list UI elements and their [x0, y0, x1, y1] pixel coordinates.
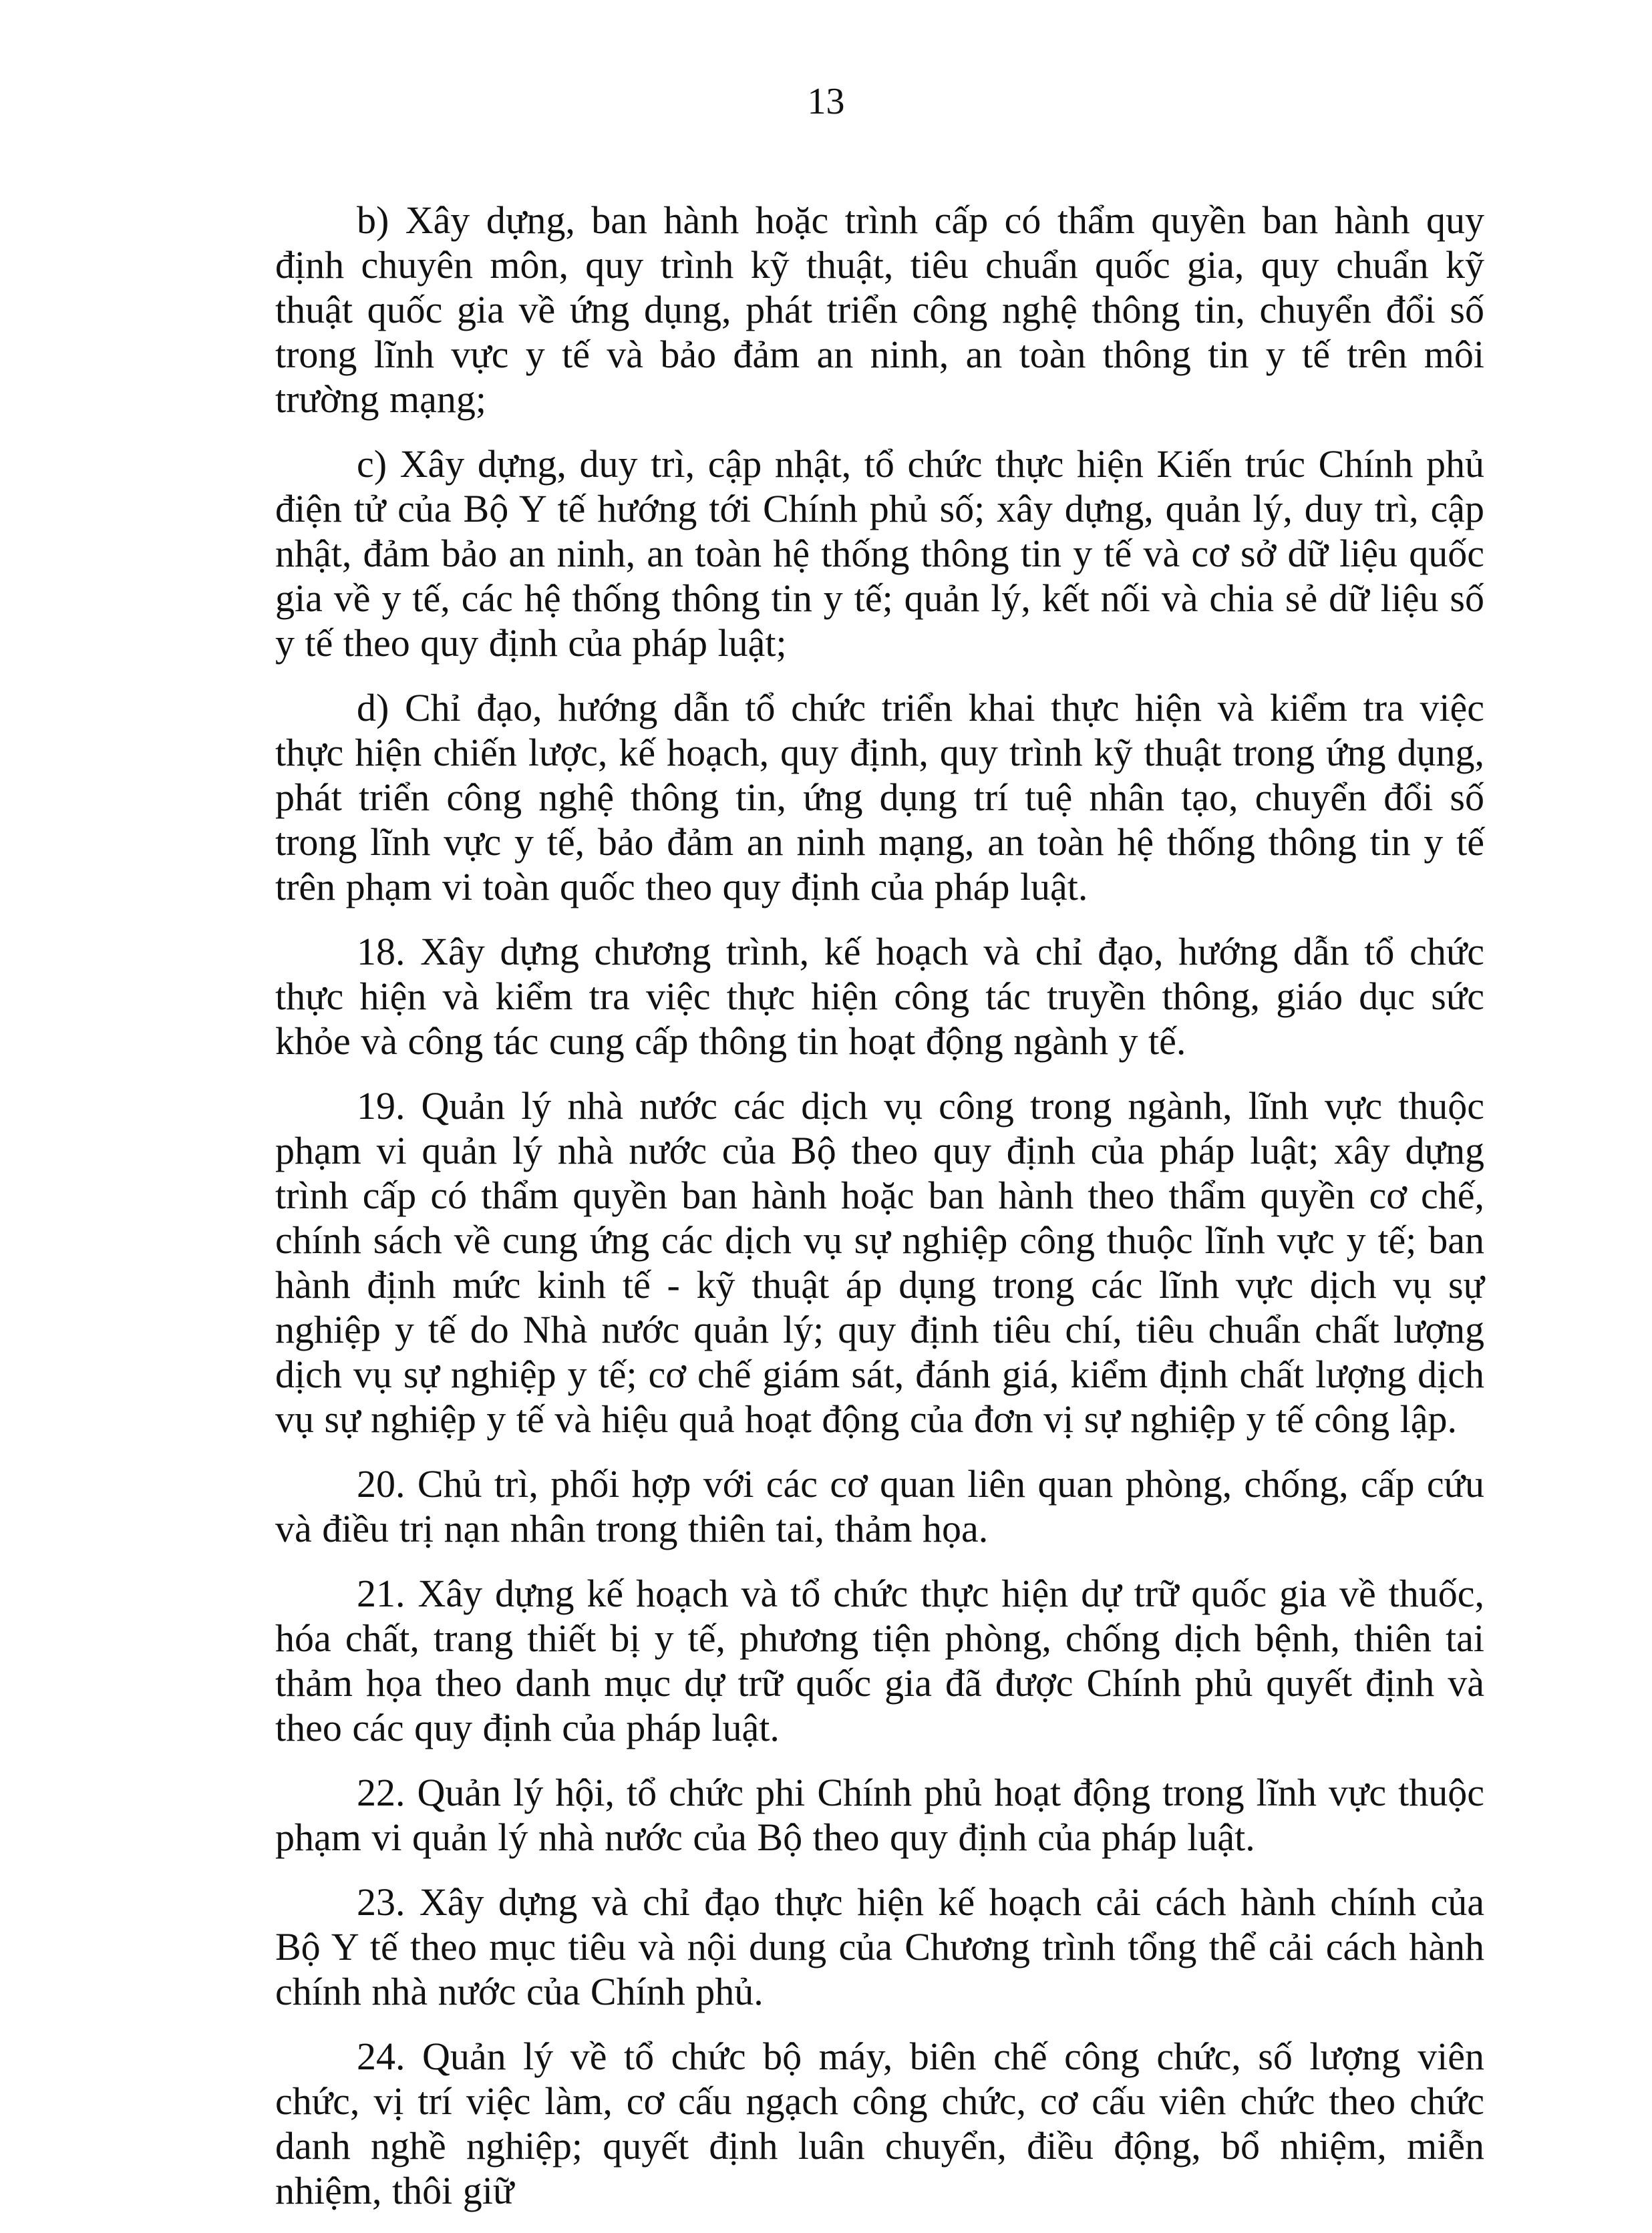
paragraph-24: 24. Quản lý về tổ chức bộ máy, biên chế công chức, số lượng viên chức, vị trí việc làm, cơ cấu ngạch công chức, cơ cấu viên chức theo chức danh nghề nghiệp; quyết định luân chuyển, điều động, bổ nhiệm, miễn nhiệm, thôi giữ [275, 2035, 1484, 2212]
document-body [275, 198, 1484, 2233]
paragraph-22: 22. Quản lý hội, tổ chức phi Chính phủ hoạt động trong lĩnh vực thuộc phạm vi quản lý nhà nước của Bộ theo quy định của pháp luật. [275, 1771, 1484, 1859]
paragraph-21: 21. Xây dựng kế hoạch và tổ chức thực hiện dự trữ quốc gia về thuốc, hóa chất, trang thiết bị y tế, phương tiện phòng, chống dịch bệnh, thiên tai thảm họa theo danh mục dự trữ quốc gia đã được Chính phủ quyết định và theo các quy định của pháp luật. [275, 1572, 1484, 1749]
paragraph-18: 18. Xây dựng chương trình, kế hoạch và chỉ đạo, hướng dẫn tổ chức thực hiện và kiểm tra việc thực hiện công tác truyền thông, giáo dục sức khỏe và công tác cung cấp thông tin hoạt động ngành y tế. [275, 930, 1484, 1063]
paragraph-c: c) Xây dựng, duy trì, cập nhật, tổ chức thực hiện Kiến trúc Chính phủ điện tử của Bộ Y tế hướng tới Chính phủ số; xây dựng, quản lý, duy trì, cập nhật, đảm bảo an ninh, an toàn hệ thống thông tin y tế và cơ sở dữ liệu quốc gia về y tế, các hệ thống thông tin y tế; quản lý, kết nối và chia sẻ dữ liệu số y tế theo quy định của pháp luật; [275, 442, 1484, 665]
paragraph-23: 23. Xây dựng và chỉ đạo thực hiện kế hoạch cải cách hành chính của Bộ Y tế theo mục tiêu và nội dung của Chương trình tổng thể cải cách hành chính nhà nước của Chính phủ. [275, 1880, 1484, 2013]
paragraph-b: b) Xây dựng, ban hành hoặc trình cấp có thẩm quyền ban hành quy định chuyên môn, quy trình kỹ thuật, tiêu chuẩn quốc gia, quy chuẩn kỹ thuật quốc gia về ứng dụng, phát triển công nghệ thông tin, chuyển đổi số trong lĩnh vực y tế và bảo đảm an ninh, an toàn thông tin y tế trên môi trường mạng; [275, 198, 1484, 421]
paragraph-20: 20. Chủ trì, phối hợp với các cơ quan liên quan phòng, chống, cấp cứu và điều trị nạn nhân trong thiên tai, thảm họa. [275, 1462, 1484, 1550]
page-number: 13 [807, 81, 845, 122]
paragraph-d: d) Chỉ đạo, hướng dẫn tổ chức triển khai thực hiện và kiểm tra việc thực hiện chiến lược, kế hoạch, quy định, quy trình kỹ thuật trong ứng dụng, phát triển công nghệ thông tin, ứng dụng trí tuệ nhân tạo, chuyển đổi số trong lĩnh vực y tế, bảo đảm an ninh mạng, an toàn hệ thống thông tin y tế trên phạm vi toàn quốc theo quy định của pháp luật. [275, 686, 1484, 908]
paragraph-19: 19. Quản lý nhà nước các dịch vụ công trong ngành, lĩnh vực thuộc phạm vi quản lý nhà nước của Bộ theo quy định của pháp luật; xây dựng trình cấp có thẩm quyền ban hành hoặc ban hành theo thẩm quyền cơ chế, chính sách về cung ứng các dịch vụ sự nghiệp công thuộc lĩnh vực y tế; ban hành định mức kinh tế - kỹ thuật áp dụng trong các lĩnh vực dịch vụ sự nghiệp y tế do Nhà nước quản lý; quy định tiêu chí, tiêu chuẩn chất lượng dịch vụ sự nghiệp y tế; cơ chế giám sát, đánh giá, kiểm định chất lượng dịch vụ sự nghiệp y tế và hiệu quả hoạt động của đơn vị sự nghiệp y tế công lập. [275, 1084, 1484, 1441]
